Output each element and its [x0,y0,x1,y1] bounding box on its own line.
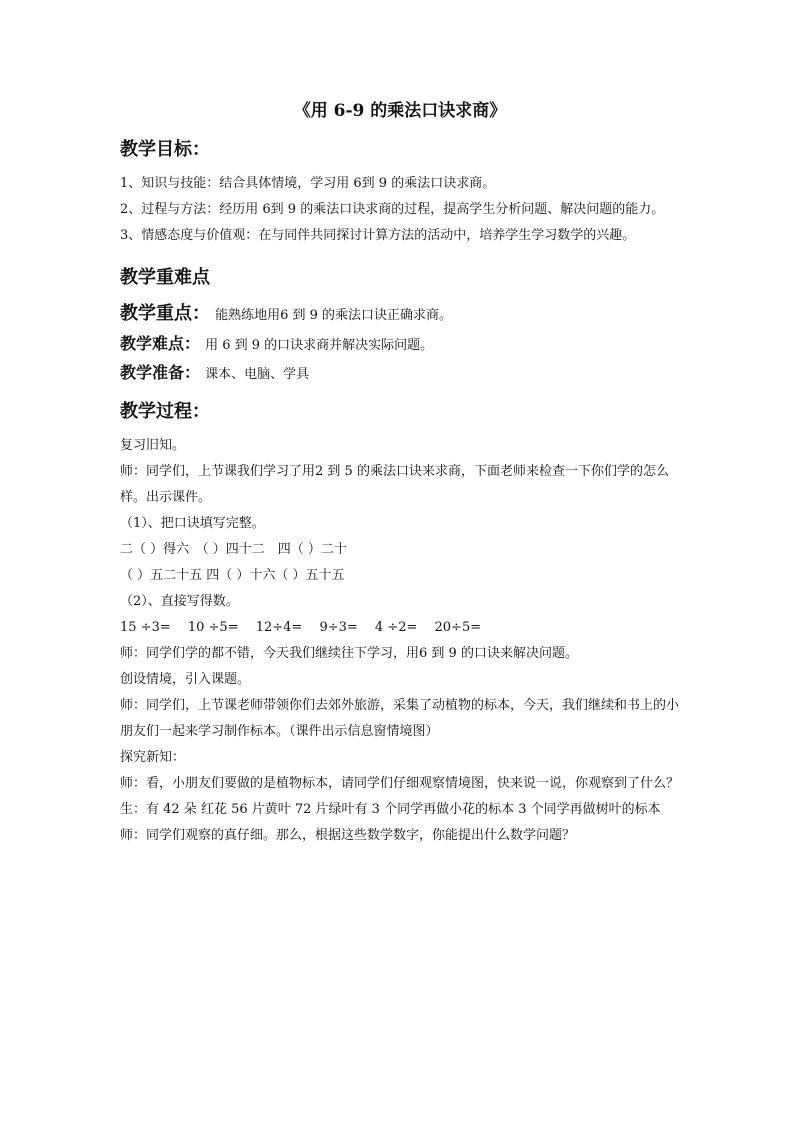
process-line: （2）、直接写得数。 [120,594,239,609]
process-line: 创设情境，引入课题。 [120,672,251,687]
process-line: 复习旧知。 [120,438,186,453]
process-line: 师：同学们，上节课我们学习了用2 到 5 的乘法口诀来求商，下面老师来检查一下你们学的怎么样。出示课件。 [120,464,669,505]
process-line: （ ）五二十五 四（ ）十六（ ）五十五 [120,568,345,583]
key-difficult-heading: 教学重难点 [120,267,210,288]
preparation-text: 课本、电脑、学具 [205,367,310,382]
goal-item-1: 1、知识与技能：结合具体情境，学习用 6到 9 的乘法口诀求商。 [120,176,496,191]
difficult-point-text: 用 6 到 9 的口诀求商并解决实际问题。 [205,338,434,353]
process-line: 15 ÷3= 10 ÷5= 12÷4= 9÷3= 4 ÷2= 20÷5= [120,620,482,635]
process-line: 师：同学们观察的真仔细。那么，根据这些数学数字，你能提出什么数学问题？ [120,828,576,843]
document-content [120,96,680,849]
process-line: 生：有 42 朵 红花 56 片黄叶 72 片绿叶有 3 个同学再做小花的标本 3 个同学再做树叶的标本 [120,802,661,817]
difficult-point-row [120,331,680,354]
key-point-text: 能熟练地用6 到 9 的乘法口诀正确求商。 [215,308,453,323]
document-title: 《用 6-9 的乘法口诀求商》 [293,101,507,121]
process-line: 探究新知： [120,750,186,765]
process-line: 师：同学们，上节课老师带领你们去郊外旅游，采集了动植物的标本，今天，我们继续和书上的小朋友们一起来学习制作标本。（课件出示信息窗情境图） [120,698,680,739]
process-line: 师：看，小朋友们要做的是植物标本，请同学们仔细观察情境图，快来说一说，你观察到了什么？ [120,776,680,791]
preparation-row [120,360,680,383]
teaching-goals-heading: 教学目标： [120,139,210,160]
process-line: 师：同学们学的都不错，今天我们继续往下学习，用6 到 9 的口诀来解决问题。 [120,646,578,661]
process-heading: 教学过程： [120,401,210,422]
process-line: 二（ ）得六 （ ）四十二 四（ ）二十 [120,542,347,557]
key-point-row [120,299,680,325]
preparation-label: 教学准备： [120,363,201,382]
key-point-label: 教学重点： [120,303,210,324]
process-line: （1）、把口诀填写完整。 [120,516,265,531]
difficult-point-label: 教学难点： [120,334,201,353]
goal-item-2: 2、过程与方法：经历用 6到 9 的乘法口诀求商的过程，提高学生分析问题、解决问题的能力。 [120,202,665,217]
goal-item-3: 3、情感态度与价值观：在与同伴共同探讨计算方法的活动中，培养学生学习数学的兴趣。 [120,228,636,243]
